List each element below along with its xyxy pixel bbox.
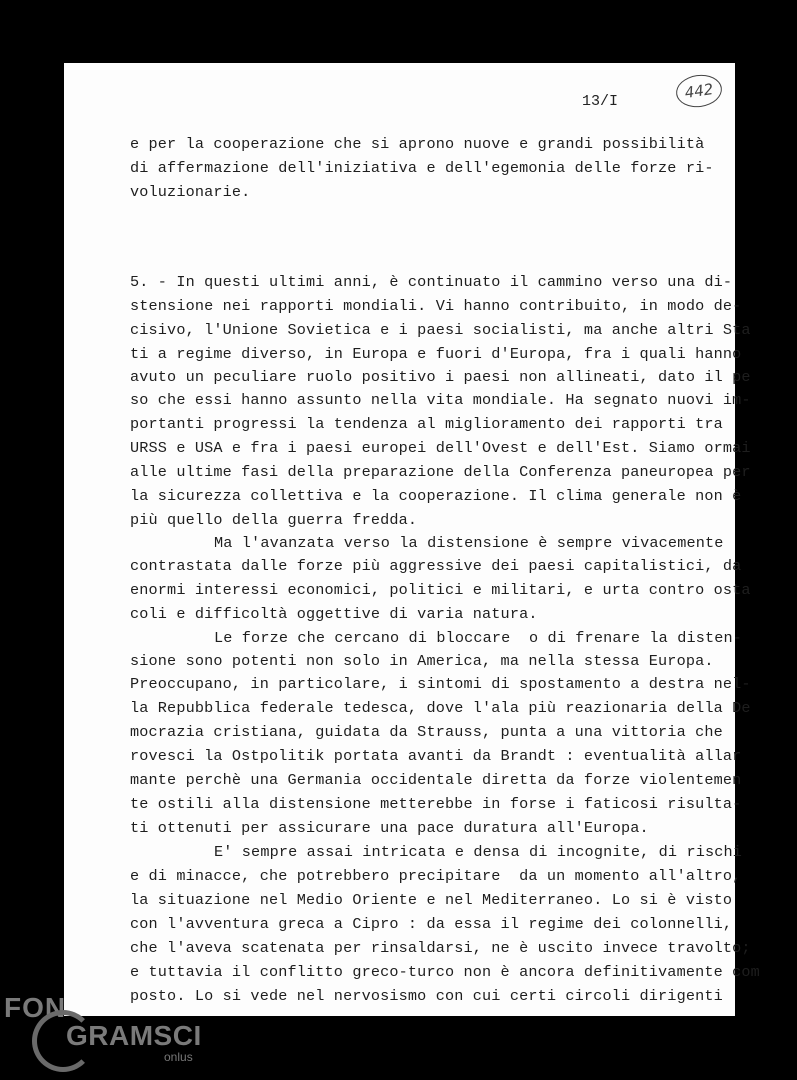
text-line: la situazione nel Medio Oriente e nel Mediterraneo. Lo si è visto: [130, 891, 733, 909]
text-line: e per la cooperazione che si aprono nuove e grandi possibilità: [130, 135, 705, 153]
text-line: mante perchè una Germania occidentale diretta da forze violentemen: [130, 771, 742, 789]
text-line: 5. - In questi ultimi anni, è continuato il cammino verso una di-: [130, 273, 733, 291]
text-line: e di minacce, che potrebbero precipitare da un momento all'altro,: [130, 867, 742, 885]
text-line: con l'avventura greca a Cipro : da essa il regime dei colonnelli,: [130, 915, 733, 933]
text-line: contrastata dalle forze più aggressive dei paesi capitalistici, da: [130, 557, 742, 575]
logo-text-top: FON: [4, 992, 67, 1023]
text-line: cisivo, l'Unione Sovietica e i paesi socialisti, ma anche altri Sta: [130, 321, 751, 339]
text-line: che l'aveva scatenata per rinsaldarsi, ne è uscito invece travolto;: [130, 939, 751, 957]
fondazione-gramsci-logo: [4, 990, 204, 1070]
text-line: ti a regime diverso, in Europa e fuori d'Europa, fra i quali hanno: [130, 345, 742, 363]
text-line: e tuttavia il conflitto greco-turco non è ancora definitivamente com: [130, 963, 760, 981]
text-line: Preoccupano, in particolare, i sintomi di spostamento a destra nel-: [130, 675, 751, 693]
text-line: coli e difficoltà oggettive di varia natura.: [130, 605, 538, 623]
text-line: di affermazione dell'iniziativa e dell'egemonia delle forze ri-: [130, 159, 714, 177]
text-line: te ostili alla distensione metterebbe in forse i faticosi risulta-: [130, 795, 742, 813]
text-line: mocrazia cristiana, guidata da Strauss, punta a una vittoria che: [130, 723, 723, 741]
text-line: portanti progressi la tendenza al miglioramento dei rapporti tra: [130, 415, 723, 433]
text-line: stensione nei rapporti mondiali. Vi hanno contribuito, in modo de-: [130, 297, 742, 315]
text-line: posto. Lo si vede nel nervosismo con cui certi circoli dirigenti: [130, 987, 723, 1005]
text-line: voluzionarie.: [130, 183, 251, 201]
text-line: sione sono potenti non solo in America, ma nella stessa Europa.: [130, 652, 714, 670]
document-page: [64, 63, 760, 1016]
logo-text-main: GRAMSCI: [66, 1020, 202, 1051]
text-line: Ma l'avanzata verso la distensione è sempre vivacemente: [214, 534, 724, 552]
text-line: E' sempre assai intricata e densa di incognite, di rischi: [214, 843, 743, 861]
text-line: ti ottenuti per assicurare una pace duratura all'Europa.: [130, 819, 649, 837]
text-line: più quello della guerra fredda.: [130, 511, 418, 529]
text-line: URSS e USA e fra i paesi europei dell'Ovest e dell'Est. Siamo ormai: [130, 439, 751, 457]
text-line: alle ultime fasi della preparazione della Conferenza paneuropea per: [130, 463, 751, 481]
text-line: avuto un peculiare ruolo positivo i paesi non allineati, dato il pe: [130, 368, 751, 386]
text-line: so che essi hanno assunto nella vita mondiale. Ha segnato nuovi im-: [130, 391, 751, 409]
logo-text-sub: onlus: [164, 1050, 193, 1064]
text-line: rovesci la Ostpolitik portata avanti da Brandt : eventualità allar: [130, 747, 742, 765]
text-line: Le forze che cercano di bloccare o di frenare la disten-: [214, 629, 743, 647]
text-line: enormi interessi economici, politici e militari, e urta contro osta: [130, 581, 751, 599]
text-line: la Repubblica federale tedesca, dove l'ala più reazionaria della De: [130, 699, 751, 717]
text-line: la sicurezza collettiva e la cooperazione. Il clima generale non è: [130, 487, 742, 505]
archive-stamp: 442: [674, 72, 724, 110]
page-number: 13/I: [582, 93, 619, 110]
